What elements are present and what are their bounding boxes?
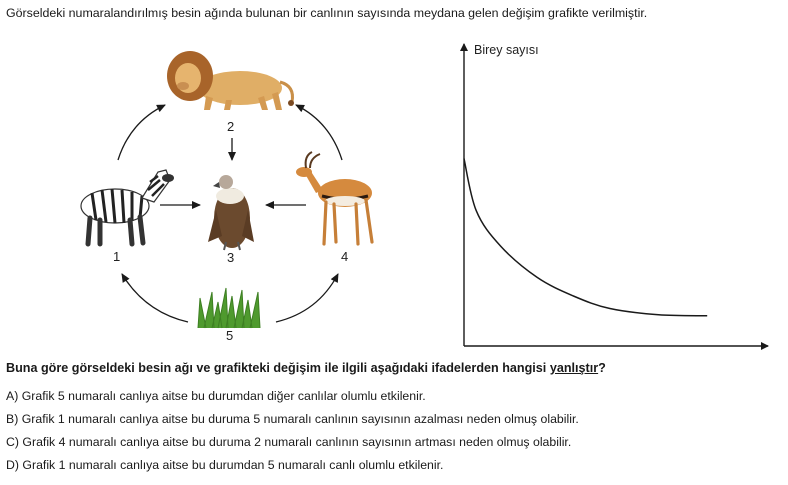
option-a[interactable]	[6, 389, 579, 412]
question-prefix: Buna göre görseldeki besin ağı ve grafikteki değişim ile ilgili aşağıdaki ifadelerden hangisi	[6, 361, 550, 375]
node-label-1: 1	[113, 249, 121, 264]
question-suffix: ?	[598, 361, 606, 375]
food-web-diagram	[0, 30, 450, 350]
node-label-4: 4	[341, 249, 349, 264]
option-a-letter: A)	[6, 389, 19, 403]
vulture-illustration	[208, 175, 254, 250]
y-axis-label: Birey sayısı	[474, 43, 539, 57]
arrow-zebra-to-lion	[118, 105, 165, 160]
gazelle-illustration	[296, 152, 372, 244]
intro-text: Görseldeki numaralandırılmış besin ağında bulunan bir canlının sayısında meydana gelen değişim grafikte verilmiştir.	[6, 6, 648, 20]
option-c-text: Grafik 4 numaralı canlıya aitse bu duruma 2 numaralı canlının sayısının artması neden olmuş olabilir.	[22, 435, 572, 449]
population-chart	[450, 30, 788, 360]
question-emphasis: yanlıştır	[549, 361, 599, 375]
option-b[interactable]	[6, 412, 579, 435]
question-text	[6, 361, 606, 375]
option-d-text: Grafik 1 numaralı canlıya aitse bu durumdan 5 numaralı canlı olumlu etkilenir.	[22, 458, 444, 472]
option-d-letter: D)	[6, 458, 19, 472]
lion-illustration	[167, 51, 294, 110]
node-label-2: 2	[227, 119, 235, 134]
node-label-3: 3	[227, 250, 235, 265]
answer-options	[6, 389, 579, 481]
option-d[interactable]	[6, 458, 579, 481]
arrow-gazelle-to-lion	[296, 105, 342, 160]
zebra-illustration	[81, 170, 174, 244]
arrow-grass-to-gazelle	[276, 274, 338, 322]
option-a-text: Grafik 5 numaralı canlıya aitse bu durumdan diğer canlılar olumlu etkilenir.	[21, 389, 426, 403]
option-b-letter: B)	[6, 412, 19, 426]
grass-illustration	[198, 288, 260, 328]
series-line	[464, 159, 707, 316]
option-c[interactable]	[6, 435, 579, 458]
arrow-grass-to-zebra	[122, 274, 188, 322]
option-b-text: Grafik 1 numaralı canlıya aitse bu duruma 5 numaralı canlının sayısının azalması neden olmuş olabilir.	[21, 412, 579, 426]
option-c-letter: C)	[6, 435, 19, 449]
node-label-5: 5	[226, 328, 234, 343]
